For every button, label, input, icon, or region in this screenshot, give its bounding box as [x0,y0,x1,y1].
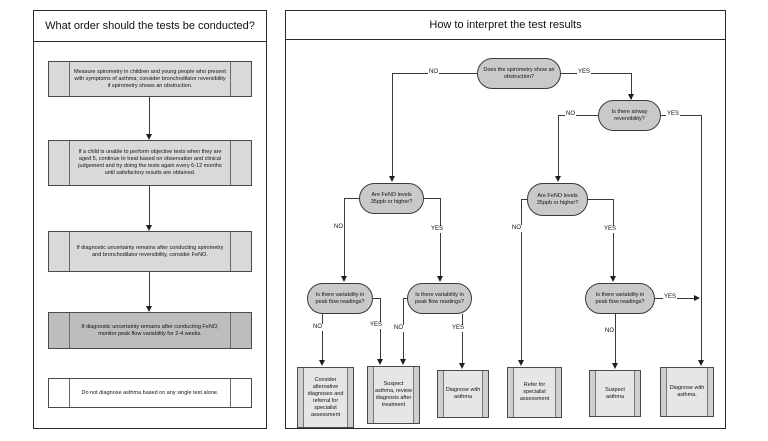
branch-label-spirometry-no: NO [429,69,438,75]
process-box-unable-to-test [48,140,252,186]
branch-label-pf-right-yes: YES [664,294,677,300]
box-strip [69,141,70,185]
process-box-consider-feno-text: If diagnostic uncertainty remains after conducting spirometry and bronchodilator reversibility, consider FeNO. [76,244,224,258]
left-panel-title: What order should the tests be conducted? [34,11,266,42]
arrowhead-down [319,360,325,366]
outcome-diagnose-with-asthma [437,370,489,418]
outcome-refer-specialist-text: Refer for specialist assessment [519,382,550,402]
box-strip [69,62,70,96]
box-strip [230,313,231,348]
decision-peak-flow-right: Is there variability in peak flow readings? [585,283,655,314]
decision-peak-flow-left: Is there variability in peak flow readings? [307,283,373,314]
connector-line [322,314,323,361]
connector-line [615,314,616,364]
connector-line [344,198,345,277]
branch-label-feno-left-yes: YES [431,226,444,232]
branch-label-feno-right-no: NO [512,225,521,231]
decision-peak-flow-mid: Is there variability in peak flow readings? [407,283,472,314]
branch-label-feno-left-no: NO [334,224,343,230]
process-box-unable-to-test-text: If a child is unable to perform objective tests when they are aged 5, continue to treat based on observation and clinical judgement and try doing the tests again every 6-12 months until satisfactory results are obtained. [78,149,222,176]
arrowhead-down [555,176,561,182]
connector-line [561,73,631,74]
connector-line [149,97,150,136]
outcome-suspect-asthma [589,370,641,417]
outcome-suspect-asthma-text: Suspect asthma [605,386,625,400]
arrowhead-down [628,94,634,100]
arrowhead-down [377,359,383,365]
box-strip [230,232,231,271]
process-box-consider-feno [48,231,252,272]
branch-label-feno-right-yes: YES [604,226,617,232]
connector-line [344,198,359,199]
process-box-peak-flow-text: If diagnostic uncertainty remains after conducting FeNO, monitor peak flow variability for 2-4 weeks. [81,323,219,337]
decision-feno-right: Are FeNO levels 35ppb or higher? [527,183,588,216]
connector-line [440,198,441,277]
branch-label-airway-no: NO [566,111,575,117]
box-strip [634,371,640,416]
branch-label-pf-right-no: NO [605,328,614,334]
outcome-suspect-asthma-review [367,366,420,424]
right-panel-title: How to interpret the test results [286,11,725,40]
arrowhead-down [459,363,465,369]
connector-line [373,298,380,299]
decision-spirometry-obstruction: Does the spirometry show an obstruction? [477,58,561,89]
connector-line [588,199,613,200]
connector-line [613,199,614,277]
arrowhead-down [400,359,406,365]
connector-line [558,115,598,116]
arrowhead-down [437,276,443,282]
box-strip [69,379,70,407]
note-box-single-test [48,378,252,408]
decision-feno-left: Are FeNO levels 35ppb or higher? [359,183,424,214]
box-strip [707,368,713,416]
branch-label-pf-mid-no: NO [394,325,403,331]
connector-line [380,298,381,360]
box-strip [230,379,231,407]
outcome-consider-alternative [297,367,354,428]
branch-label-pf-left-no: NO [313,324,322,330]
connector-line [558,115,559,177]
arrowhead-down [518,360,524,366]
box-strip [230,141,231,185]
box-strip [555,368,561,417]
box-strip [69,232,70,271]
outcome-diagnose-with-asthma-2-text: Diagnose with asthma. [669,385,705,398]
process-box-spirometry-text: Measure spirometry in children and young people who present with symptoms of asthma; consider bronchodilator reversibility if spirometry shows an obstruction. [74,68,226,89]
branch-label-pf-mid-yes: YES [452,325,465,331]
box-strip [69,313,70,348]
arrowhead-down [612,363,618,369]
note-box-single-test-text: Do not diagnose asthma based on any single test alone. [81,389,219,396]
branch-label-pf-left-yes: YES [370,322,383,328]
outcome-suspect-asthma-review-text: Suspect asthma, review diagnosis after treatment [375,381,412,408]
outcome-diagnose-with-asthma-2 [660,367,714,417]
branch-label-spirometry-yes: YES [578,69,591,75]
connector-line [149,186,150,226]
decision-airway-reversibility: Is there airway reversibility? [598,100,661,131]
arrowhead-down [389,176,395,182]
arrowhead-down [341,276,347,282]
connector-line [149,272,150,307]
connector-line [462,314,463,364]
box-strip [230,62,231,96]
box-strip [347,368,353,427]
arrowhead-right [694,295,700,301]
arrowhead-down [610,276,616,282]
process-box-spirometry [48,61,252,97]
connector-line [521,199,522,361]
connector-line [392,73,393,177]
outcome-diagnose-with-asthma-text: Diagnose with asthma [445,387,481,400]
process-box-peak-flow [48,312,252,349]
box-strip [482,371,488,417]
branch-label-airway-yes: YES [667,111,680,117]
outcome-consider-alternative-text: Consider alternative diagnoses and referral for specialist assessment [307,376,344,418]
outcome-refer-specialist [507,367,562,418]
box-strip [413,367,419,423]
connector-line [701,115,702,361]
arrowhead-down [698,360,704,366]
connector-line [424,198,440,199]
